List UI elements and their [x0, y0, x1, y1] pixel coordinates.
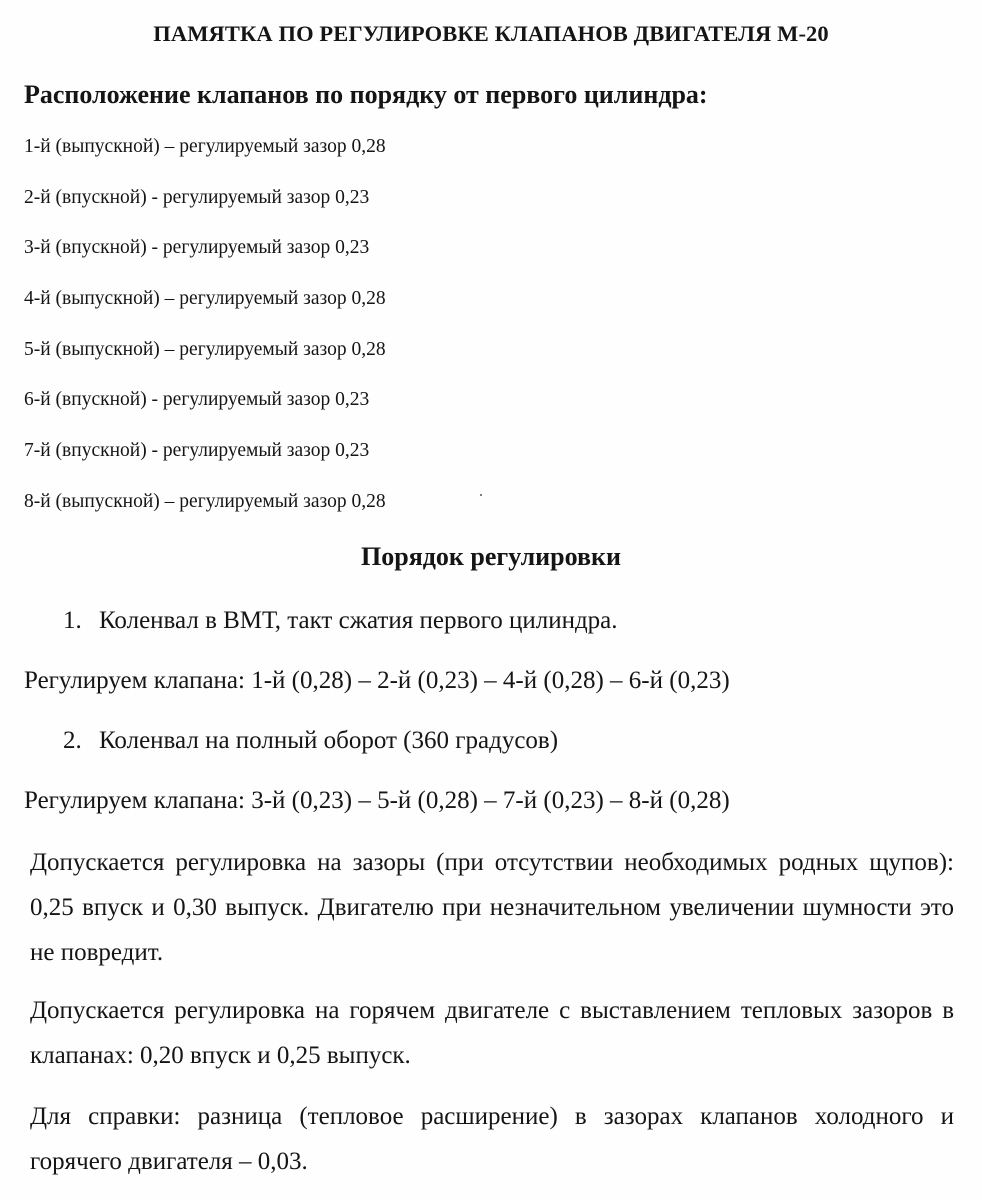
valve-item-1: 1-й (выпускной) – регулируемый зазор 0,28: [24, 136, 386, 157]
valve-item-5: 5-й (выпускной) – регулируемый зазор 0,28: [24, 338, 386, 360]
step-1: [63, 604, 618, 638]
scan-speck: [480, 494, 482, 496]
valve-item-8: 8-й (выпускной) – регулируемый зазор 0,28: [24, 490, 386, 512]
step-1-adjust: Регулируем клапана: 1-й (0,28) – 2-й (0,23) – 4-й (0,28) – 6-й (0,23): [24, 667, 730, 694]
step-2-adjust: Регулируем клапана: 3-й (0,23) – 5-й (0,28) – 7-й (0,23) – 8-й (0,28): [24, 787, 730, 814]
note-paragraph-2: Допускается регулировка на горячем двигателе с выставлением тепловых зазоров в клапанах: 0,20 впуск и 0,25 выпуск.: [30, 997, 954, 1069]
valve-item-4: 4-й (выпускной) – регулируемый зазор 0,28: [24, 288, 386, 310]
note-paragraph-1: Допускается регулировка на зазоры (при отсутствии необходимых родных щупов): 0,25 впуск и 0,30 выпуск. Двигателю при незначительном увеличении шумности это не повредит.: [30, 849, 954, 966]
valve-item-7: 7-й (впускной) - регулируемый зазор 0,23: [24, 440, 370, 462]
step-2-text: Коленвал на полный оборот (360 градусов): [99, 727, 559, 754]
valve-item-3: 3-й (впускной) - регулируемый зазор 0,23: [24, 237, 370, 259]
valve-item-2: 2-й (впускной) - регулируемый зазор 0,23: [24, 186, 370, 208]
document-title: ПАМЯТКА ПО РЕГУЛИРОВКЕ КЛАПАНОВ ДВИГАТЕЛЯ М-20: [153, 21, 829, 46]
step-2-number: 2.: [63, 727, 82, 754]
valves-heading: Расположение клапанов по порядку от первого цилиндра:: [24, 80, 708, 109]
valve-list: [24, 133, 386, 539]
procedure-heading: Порядок регулировки: [361, 542, 621, 571]
note-paragraph-3: Для справки: разница (тепловое расширение) в зазорах клапанов холодного и горячего двигателя – 0,03.: [30, 1103, 954, 1175]
valve-item-6: 6-й (впускной) - регулируемый зазор 0,23: [24, 389, 370, 411]
step-1-number: 1.: [63, 607, 82, 634]
step-1-text: Коленвал в ВМТ, такт сжатия первого цилиндра.: [99, 607, 618, 634]
step-2: [63, 724, 558, 758]
